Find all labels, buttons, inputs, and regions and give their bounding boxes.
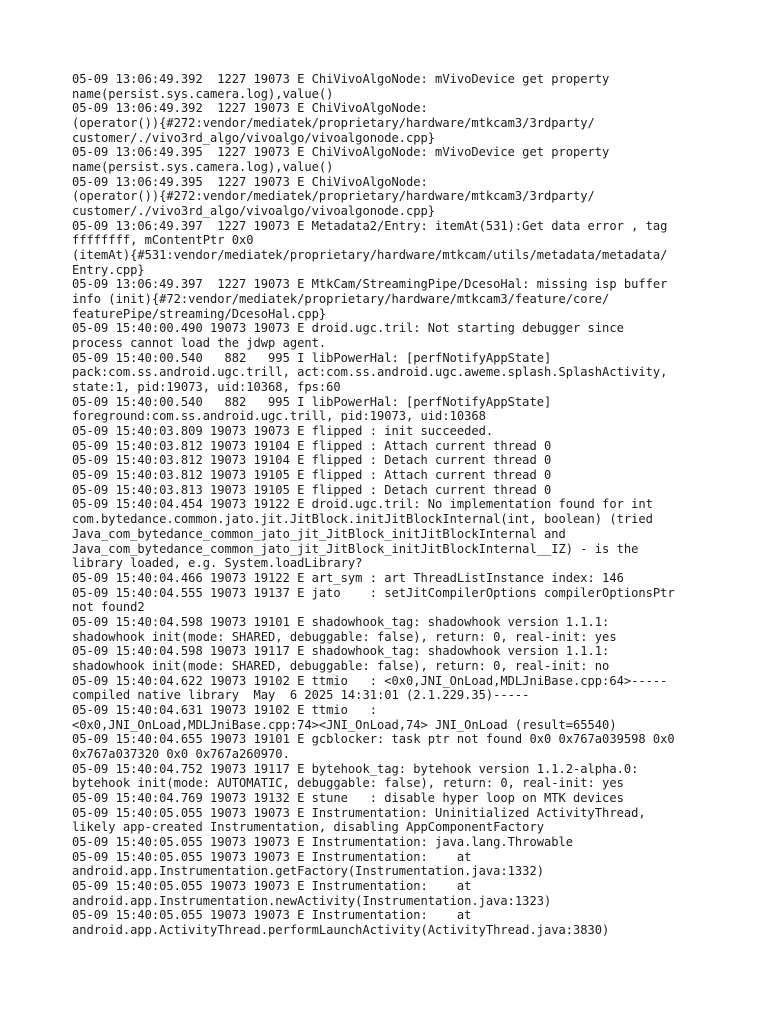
log-line: info (init){#72:vendor/mediatek/proprietary/hardware/mtkcam3/feature/core/ bbox=[72, 292, 610, 307]
log-line: 05-09 15:40:05.055 19073 19073 E Instrumentation: at bbox=[72, 849, 472, 864]
log-line: 0x767a037320 0x0 0x767a260970. bbox=[72, 746, 290, 761]
log-line: 05-09 15:40:05.055 19073 19073 E Instrumentation: at bbox=[72, 908, 472, 923]
log-line: compiled native library May 6 2025 14:31:01 (2.1.229.35)----- bbox=[72, 688, 530, 703]
log-line: 05-09 15:40:03.809 19073 19073 E flipped : init succeeded. bbox=[72, 424, 494, 439]
log-line: 05-09 15:40:05.055 19073 19073 E Instrumentation: at bbox=[72, 878, 472, 893]
log-line: 05-09 15:40:05.055 19073 19073 E Instrumentation: java.lang.Throwable bbox=[72, 834, 574, 849]
log-line: android.app.ActivityThread.performLaunchActivity(ActivityThread.java:3830) bbox=[72, 922, 610, 937]
log-line: 05-09 15:40:04.466 19073 19122 E art_sym : art ThreadListInstance index: 146 bbox=[72, 570, 624, 585]
log-line: 05-09 15:40:04.622 19073 19102 E ttmio : <0x0,JNI_OnLoad,MDLJniBase.cpp:64>----- bbox=[72, 673, 668, 688]
log-line: 05-09 13:06:49.392 1227 19073 E ChiVivoAlgoNode: bbox=[72, 101, 428, 116]
log-line: pack:com.ss.android.ugc.trill, act:com.ss.android.ugc.aweme.splash.SplashActivity, bbox=[72, 365, 668, 380]
log-line: 05-09 15:40:04.769 19073 19132 E stune : disable hyper loop on MTK devices bbox=[72, 790, 624, 805]
log-text-block bbox=[72, 72, 762, 938]
log-line: Entry.cpp} bbox=[72, 262, 145, 277]
log-line: (operator()){#272:vendor/mediatek/proprietary/hardware/mtkcam3/3rdparty/ bbox=[72, 116, 595, 131]
log-line: (itemAt){#531:vendor/mediatek/proprietary/hardware/mtkcam/utils/metadata/metadata/ bbox=[72, 248, 668, 263]
log-line: likely app-created Instrumentation, disabling AppComponentFactory bbox=[72, 820, 544, 835]
log-line: ffffffff, mContentPtr 0x0 bbox=[72, 233, 254, 248]
log-line: not found2 bbox=[72, 600, 145, 615]
log-line: 05-09 15:40:04.631 19073 19102 E ttmio : bbox=[72, 702, 377, 717]
log-line: state:1, pid:19073, uid:10368, fps:60 bbox=[72, 380, 341, 395]
log-line: customer/./vivo3rd_algo/vivoalgo/vivoalgonode.cpp} bbox=[72, 130, 436, 145]
log-line: bytehook init(mode: AUTOMATIC, debuggable: false), return: 0, real-init: yes bbox=[72, 776, 624, 791]
log-line: customer/./vivo3rd_algo/vivoalgo/vivoalgonode.cpp} bbox=[72, 204, 436, 219]
log-line: <0x0,JNI_OnLoad,MDLJniBase.cpp:74><JNI_OnLoad,74> JNI_OnLoad (result=65540) bbox=[72, 717, 617, 732]
log-line: 05-09 15:40:00.540 882 995 I libPowerHal: [perfNotifyAppState] bbox=[72, 394, 552, 409]
log-line: 05-09 13:06:49.397 1227 19073 E MtkCam/StreamingPipe/DcesoHal: missing isp buffer bbox=[72, 277, 668, 292]
log-line: 05-09 15:40:04.598 19073 19117 E shadowhook_tag: shadowhook version 1.1.1: bbox=[72, 644, 610, 659]
log-line: shadowhook init(mode: SHARED, debuggable: false), return: 0, real-init: yes bbox=[72, 629, 617, 644]
log-line: 05-09 13:06:49.395 1227 19073 E ChiVivoAlgoNode: bbox=[72, 174, 428, 189]
log-line: com.bytedance.common.jato.jit.JitBlock.initJitBlockInternal(int, boolean) (tried bbox=[72, 512, 653, 527]
log-line: foreground:com.ss.android.ugc.trill, pid:19073, uid:10368 bbox=[72, 409, 486, 424]
log-line: process cannot load the jdwp agent. bbox=[72, 336, 327, 351]
log-line: 05-09 15:40:03.812 19073 19105 E flipped : Attach current thread 0 bbox=[72, 468, 552, 483]
log-line: shadowhook init(mode: SHARED, debuggable: false), return: 0, real-init: no bbox=[72, 658, 610, 673]
log-line: library loaded, e.g. System.loadLibrary? bbox=[72, 556, 363, 571]
log-line: name(persist.sys.camera.log),value() bbox=[72, 86, 334, 101]
log-line: 05-09 15:40:00.540 882 995 I libPowerHal: [perfNotifyAppState] bbox=[72, 350, 552, 365]
log-line: (operator()){#272:vendor/mediatek/proprietary/hardware/mtkcam3/3rdparty/ bbox=[72, 189, 595, 204]
log-line: 05-09 13:06:49.395 1227 19073 E ChiVivoAlgoNode: mVivoDevice get property bbox=[72, 145, 610, 160]
log-line: 05-09 13:06:49.392 1227 19073 E ChiVivoAlgoNode: mVivoDevice get property bbox=[72, 72, 610, 86]
log-line: 05-09 15:40:03.813 19073 19105 E flipped : Detach current thread 0 bbox=[72, 482, 552, 497]
log-line: 05-09 13:06:49.397 1227 19073 E Metadata2/Entry: itemAt(531):Get data error , tag bbox=[72, 218, 668, 233]
log-line: featurePipe/streaming/DcesoHal.cpp} bbox=[72, 306, 327, 321]
log-line: 05-09 15:40:03.812 19073 19104 E flipped : Detach current thread 0 bbox=[72, 453, 552, 468]
log-line: android.app.Instrumentation.getFactory(Instrumentation.java:1332) bbox=[72, 864, 544, 879]
log-line: 05-09 15:40:04.655 19073 19101 E gcblocker: task ptr not found 0x0 0x767a039598 0x0 bbox=[72, 732, 675, 747]
log-line: name(persist.sys.camera.log),value() bbox=[72, 160, 334, 175]
log-line: 05-09 15:40:05.055 19073 19073 E Instrumentation: Uninitialized ActivityThread, bbox=[72, 805, 646, 820]
log-line: 05-09 15:40:04.555 19073 19137 E jato : setJitCompilerOptions compilerOptionsPtr bbox=[72, 585, 675, 600]
log-line: Java_com_bytedance_common_jato_jit_JitBlock_initJitBlockInternal__IZ) - is the bbox=[72, 541, 639, 556]
log-line: android.app.Instrumentation.newActivity(Instrumentation.java:1323) bbox=[72, 893, 552, 908]
log-line: 05-09 15:40:04.598 19073 19101 E shadowhook_tag: shadowhook version 1.1.1: bbox=[72, 614, 610, 629]
log-line: 05-09 15:40:00.490 19073 19073 E droid.ugc.tril: Not starting debugger since bbox=[72, 321, 624, 336]
log-line: Java_com_bytedance_common_jato_jit_JitBlock_initJitBlockInternal and bbox=[72, 526, 566, 541]
log-line: 05-09 15:40:04.752 19073 19117 E bytehook_tag: bytehook version 1.1.2-alpha.0: bbox=[72, 761, 639, 776]
log-line: 05-09 15:40:03.812 19073 19104 E flipped : Attach current thread 0 bbox=[72, 438, 552, 453]
log-line: 05-09 15:40:04.454 19073 19122 E droid.ugc.tril: No implementation found for int bbox=[72, 497, 653, 512]
